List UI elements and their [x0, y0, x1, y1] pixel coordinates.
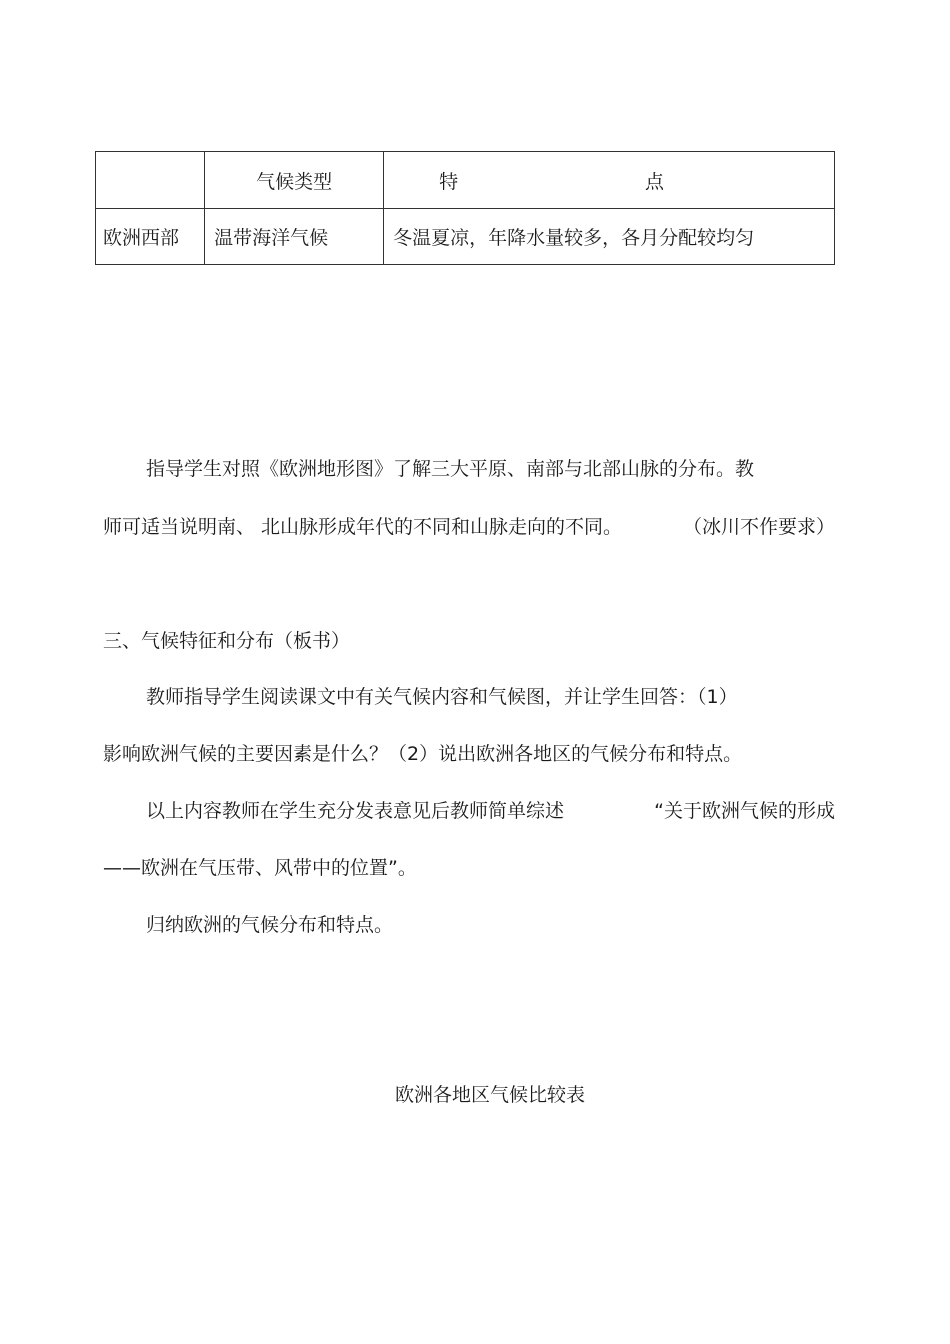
paragraph-2-line-1: 教师指导学生阅读课文中有关气候内容和气候图，并让学生回答：（1）	[146, 686, 738, 708]
paragraph-3-line-1	[146, 799, 835, 823]
header-cell-region	[96, 152, 205, 209]
paragraph-2-line-2: 影响欧洲气候的主要因素是什么？（2）说出欧洲各地区的气候分布和特点。	[103, 743, 743, 765]
header-features-char2: 点	[644, 170, 664, 193]
paragraph-1-line-2-main: 师可适当说明南、 北山脉形成年代的不同和山脉走向的不同。	[103, 516, 623, 538]
paragraph-3-line-2: ——欧洲在气压带、风带中的位置”。	[103, 857, 417, 879]
cell-climate-type: 温带海洋气候	[205, 209, 384, 265]
table-title: 欧洲各地区气候比较表	[394, 1084, 585, 1106]
header-features-char1: 特	[439, 170, 459, 193]
paragraph-1-line-1: 指导学生对照《欧洲地形图》了解三大平原、南部与北部山脉的分布。教	[146, 458, 755, 480]
paragraph-1-line-2-note: （冰川不作要求）	[682, 516, 835, 538]
table-header-row	[96, 152, 835, 209]
section-heading: 三、气候特征和分布（板书）	[103, 630, 351, 652]
cell-features: 冬温夏凉，年降水量较多，各月分配较均匀	[384, 209, 835, 265]
cell-region: 欧洲西部	[96, 209, 205, 265]
table-row	[96, 209, 835, 265]
climate-table	[95, 151, 835, 265]
paragraph-1-line-2	[103, 515, 835, 539]
header-climate-type-label: 气候类型	[256, 170, 333, 193]
header-cell-climate-type	[205, 152, 384, 209]
paragraph-4-line-1: 归纳欧洲的气候分布和特点。	[146, 914, 394, 936]
header-cell-features	[384, 152, 835, 209]
paragraph-3-line-1-main: 以上内容教师在学生充分发表意见后教师简单综述	[146, 800, 565, 822]
paragraph-3-line-1-quote: “关于欧洲气候的形成	[654, 800, 835, 822]
